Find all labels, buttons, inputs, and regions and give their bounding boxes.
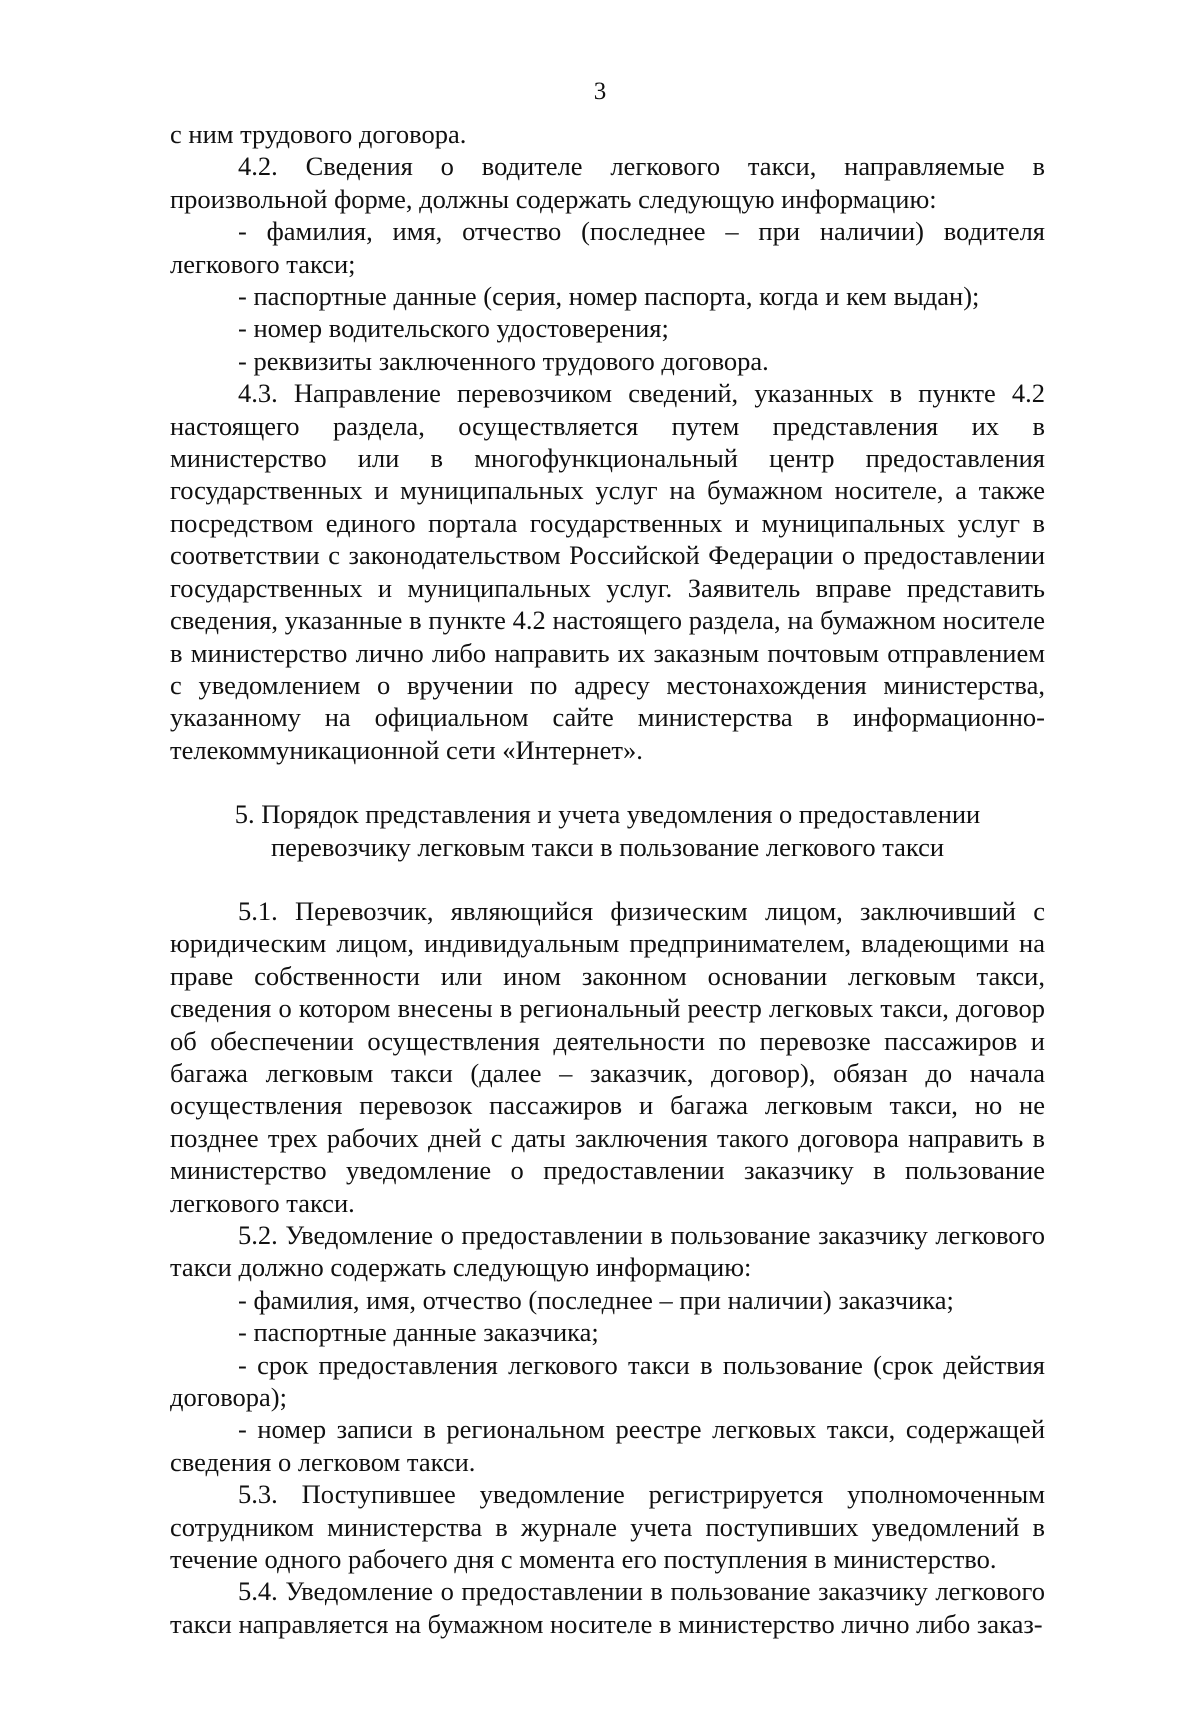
paragraph: - фамилия, имя, отчество (последнее – при наличии) заказчика; xyxy=(238,1284,954,1315)
paragraph: - паспортные данные заказчика; xyxy=(238,1317,599,1348)
section-5-heading xyxy=(170,798,1045,863)
paragraph: 5.3. Поступившее уведомление регистрируется уполномоченным сотрудником министерства в журнале учета поступивших уведомлений в течение одного рабочего дня с момента его поступления в министерство. xyxy=(170,1479,1045,1575)
paragraph: - паспортные данные (серия, номер паспорта, когда и кем выдан); xyxy=(238,281,980,312)
section-5-heading-line1: 5. Порядок представления и учета уведомления о предоставлении xyxy=(234,799,981,830)
paragraph: 5.1. Перевозчик, являющийся физическим лицом, заключивший с юридическим лицом, индивидуальным предпринимателем, владеющими на праве собственности или ином законном основании легковым такси, сведения о котором внесены в региональный реестр легковых такси, договор об обеспечении осуществления деятельности по перевозке пассажиров и багажа легковым такси (далее – заказчик, договор), обязан до начала осуществления перевозок пассажиров и багажа легковым такси, но не позднее трех рабочих дней с даты заключения такого договора направить в министерство уведомление о предоставлении заказчику в пользование легкового такси. xyxy=(170,895,1045,1218)
paragraph: 4.3. Направление перевозчиком сведений, указанных в пункте 4.2 настоящего раздела, осуществляется путем представления их в министерство или в многофункциональный центр предоставления государственных и муниципальных услуг на бумажном носителе, а также посредством единого портала государственных и муниципальных услуг в соответствии с законодательством Российской Федерации о предоставлении государственных и муниципальных услуг. Заявитель вправе представить сведения, указанные в пункте 4.2 настоящего раздела, на бумажном носителе в министерство лично либо направить их заказным почтовым отправлением с уведомлением о вручении по адресу местонахождения министерства, указанному на официальном сайте министерства в информационно-телекоммуникационной сети «Интернет». xyxy=(170,378,1045,765)
paragraph: - срок предоставления легкового такси в пользование (срок действия договора); xyxy=(170,1349,1045,1413)
paragraph: с ним трудового договора. xyxy=(170,119,467,149)
paragraph: 4.2. Сведения о водителе легкового такси, направляемые в произвольной форме, должны содержать следующую информацию: xyxy=(170,151,1045,214)
paragraph: - реквизиты заключенного трудового договора. xyxy=(238,345,769,376)
page-number: 3 xyxy=(593,78,607,105)
section-5-heading-line2: перевозчику легковым такси в пользование легкового такси xyxy=(270,831,945,862)
paragraph: - фамилия, имя, отчество (последнее – при наличии) водителя легкового такси; xyxy=(170,216,1045,279)
paragraph: 5.4. Уведомление о предоставлении в пользование заказчику легкового такси направляется на бумажном носителе в министерство лично либо заказ- xyxy=(170,1576,1045,1639)
paragraph: 5.2. Уведомление о предоставлении в пользование заказчику легкового такси должно содержать следующую информацию: xyxy=(170,1220,1045,1283)
paragraphs-bottom xyxy=(170,895,1045,1640)
paragraph: - номер записи в региональном реестре легковых такси, содержащей сведения о легковом такси. xyxy=(170,1414,1045,1477)
paragraphs-top xyxy=(170,118,1045,766)
document-body xyxy=(170,118,1045,1640)
paragraph: - номер водительского удостоверения; xyxy=(238,313,669,344)
